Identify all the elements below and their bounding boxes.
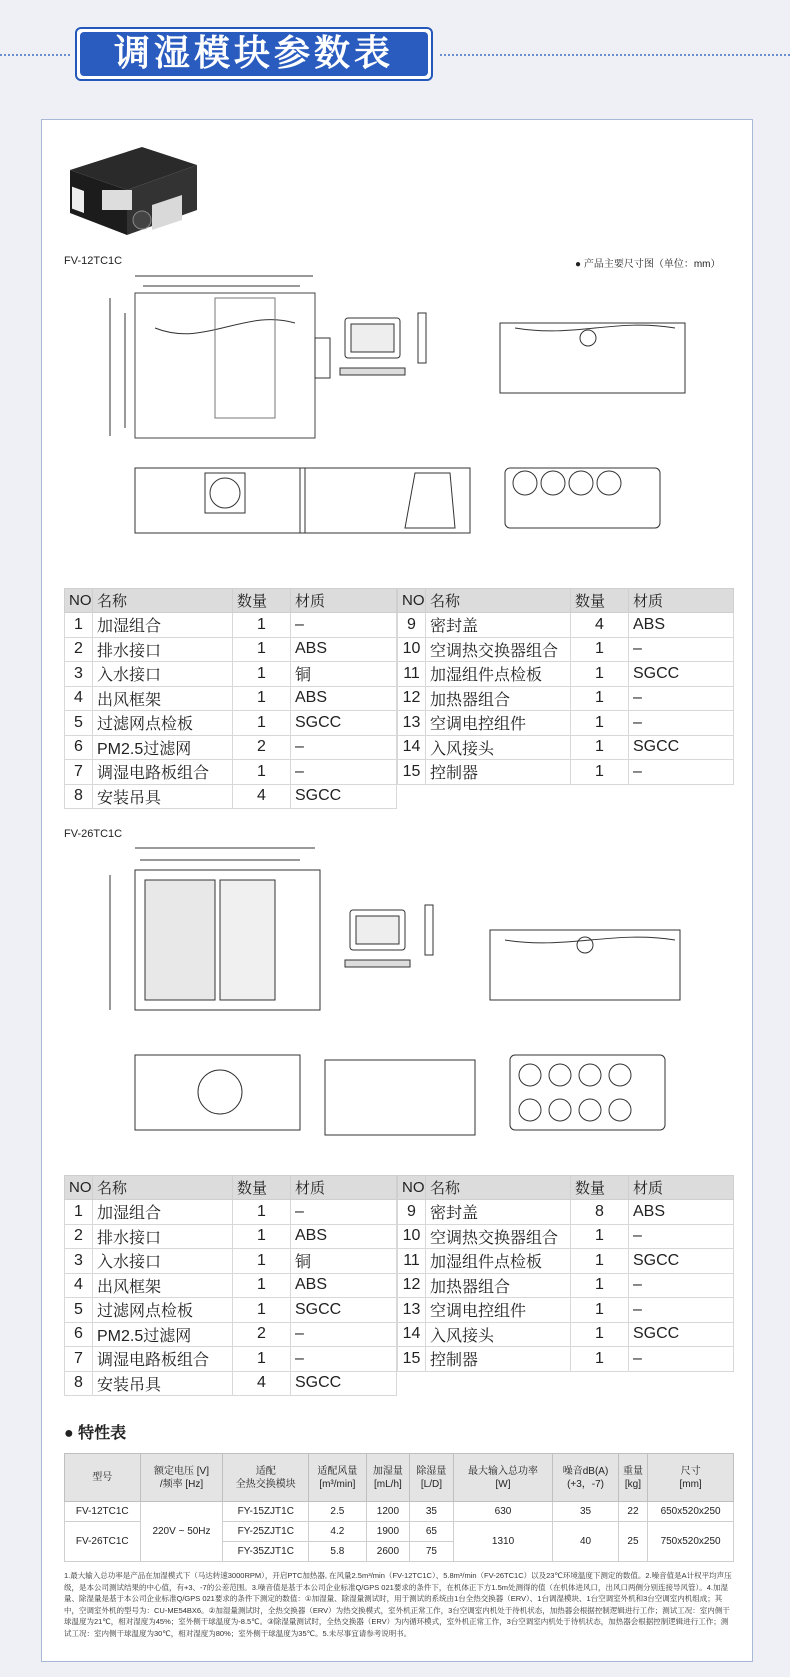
- part-no: 2: [65, 637, 93, 662]
- spec-model: FV-12TC1C: [65, 1502, 141, 1522]
- table-row: [65, 735, 397, 760]
- part-material: –: [291, 613, 397, 638]
- part-name: 加湿组合: [93, 1200, 233, 1225]
- part-no: 11: [398, 662, 426, 687]
- table-row: [65, 1249, 397, 1274]
- col-qty: 数量: [233, 589, 291, 613]
- spec-module: FY-15ZJT1C: [223, 1502, 309, 1522]
- table-row: [398, 1298, 734, 1323]
- part-no: 6: [65, 735, 93, 760]
- part-name: 安装吊具: [93, 784, 233, 809]
- part-no: 4: [65, 686, 93, 711]
- header: [0, 0, 790, 105]
- part-qty: 1: [571, 1224, 629, 1249]
- part-name: PM2.5过滤网: [93, 735, 233, 760]
- table-row: [65, 1322, 397, 1347]
- part-name: 排水接口: [93, 1224, 233, 1249]
- model-b-label: FV-26TC1C: [64, 828, 123, 840]
- part-name: 空调热交换器组合: [426, 637, 571, 662]
- part-name: 空调电控组件: [426, 711, 571, 736]
- part-qty: 4: [233, 1371, 291, 1396]
- title-box: [75, 27, 433, 81]
- col-no: NO: [398, 589, 426, 613]
- part-qty: 1: [571, 1322, 629, 1347]
- table-row: [398, 760, 734, 785]
- table-row: [398, 735, 734, 760]
- part-name: 调湿电路板组合: [93, 760, 233, 785]
- part-material: 铜: [291, 1249, 397, 1274]
- col-no: NO: [398, 1176, 426, 1200]
- part-no: 3: [65, 1249, 93, 1274]
- col-name: 名称: [93, 1176, 233, 1200]
- part-qty: 1: [571, 735, 629, 760]
- col-qty: 数量: [233, 1176, 291, 1200]
- spec-noise: 35: [553, 1502, 618, 1522]
- part-material: –: [629, 1224, 734, 1249]
- part-no: 11: [398, 1249, 426, 1274]
- part-name: 加热器组合: [426, 686, 571, 711]
- spec-header: 加湿量 [mL/h]: [366, 1454, 410, 1502]
- part-no: 9: [398, 613, 426, 638]
- parts-table-a-right: [397, 588, 734, 785]
- table-row: [398, 1200, 734, 1225]
- part-no: 13: [398, 711, 426, 736]
- part-no: 14: [398, 1322, 426, 1347]
- table-row: [398, 1249, 734, 1274]
- col-material: 材质: [291, 1176, 397, 1200]
- part-qty: 1: [571, 1298, 629, 1323]
- table-row: [398, 1322, 734, 1347]
- part-material: SGCC: [629, 1322, 734, 1347]
- part-qty: 1: [233, 686, 291, 711]
- part-qty: 1: [571, 662, 629, 687]
- dimension-note: ● 产品主要尺寸图（单位：mm）: [575, 259, 721, 270]
- part-qty: 1: [571, 711, 629, 736]
- spec-header: 额定电压 [V] /频率 [Hz]: [140, 1454, 223, 1502]
- part-qty: 1: [571, 1347, 629, 1372]
- part-name: 过滤网点检板: [93, 711, 233, 736]
- part-name: 控制器: [426, 1347, 571, 1372]
- part-qty: 1: [233, 711, 291, 736]
- part-name: 密封盖: [426, 613, 571, 638]
- part-name: 调湿电路板组合: [93, 1347, 233, 1372]
- part-no: 9: [398, 1200, 426, 1225]
- table-row: [398, 1224, 734, 1249]
- part-no: 15: [398, 760, 426, 785]
- model-a-label: FV-12TC1C: [64, 255, 123, 267]
- table-row: [398, 1273, 734, 1298]
- part-qty: 1: [571, 1273, 629, 1298]
- part-no: 14: [398, 735, 426, 760]
- part-material: SGCC: [629, 662, 734, 687]
- part-material: SGCC: [291, 784, 397, 809]
- table-row: [65, 613, 397, 638]
- dotted-line-left: [0, 54, 70, 56]
- part-no: 8: [65, 784, 93, 809]
- part-qty: 1: [233, 760, 291, 785]
- part-qty: 1: [233, 1298, 291, 1323]
- part-name: 入水接口: [93, 1249, 233, 1274]
- spec-header: 最大输入总功率 [W]: [453, 1454, 553, 1502]
- part-qty: 4: [233, 784, 291, 809]
- part-no: 12: [398, 686, 426, 711]
- table-row: [65, 1200, 397, 1225]
- model-b-drawings: [95, 840, 715, 1160]
- table-row: [65, 686, 397, 711]
- part-no: 15: [398, 1347, 426, 1372]
- part-material: ABS: [629, 1200, 734, 1225]
- part-material: ABS: [291, 686, 397, 711]
- table-row: [65, 1371, 397, 1396]
- part-name: 安装吊具: [93, 1371, 233, 1396]
- model-a-drawings: [95, 268, 715, 568]
- part-no: 5: [65, 711, 93, 736]
- spec-air: 2.5: [309, 1502, 367, 1522]
- col-name: 名称: [426, 1176, 571, 1200]
- parts-table-b-left: [64, 1175, 397, 1396]
- part-no: 3: [65, 662, 93, 687]
- part-material: ABS: [291, 1273, 397, 1298]
- table-row: [65, 662, 397, 687]
- table-row: [398, 686, 734, 711]
- part-no: 7: [65, 760, 93, 785]
- col-material: 材质: [629, 589, 734, 613]
- part-qty: 2: [233, 1322, 291, 1347]
- dotted-line-right: [440, 54, 790, 56]
- part-material: –: [629, 1273, 734, 1298]
- part-qty: 1: [233, 1200, 291, 1225]
- spec-air: 5.8: [309, 1542, 367, 1562]
- part-material: ABS: [291, 637, 397, 662]
- part-qty: 4: [571, 613, 629, 638]
- table-row: [65, 1224, 397, 1249]
- part-no: 2: [65, 1224, 93, 1249]
- spec-module: FY-35ZJT1C: [223, 1542, 309, 1562]
- part-no: 10: [398, 637, 426, 662]
- page-title: 调湿模块参数表: [80, 32, 428, 76]
- table-row: [398, 1347, 734, 1372]
- part-name: PM2.5过滤网: [93, 1322, 233, 1347]
- spec-header: 适配 全热交换模块: [223, 1454, 309, 1502]
- table-row: [398, 662, 734, 687]
- part-material: –: [629, 637, 734, 662]
- part-qty: 1: [571, 637, 629, 662]
- spec-weight: 25: [618, 1522, 647, 1562]
- spec-header: 重量 [kg]: [618, 1454, 647, 1502]
- product-photo: [62, 135, 202, 250]
- part-name: 空调热交换器组合: [426, 1224, 571, 1249]
- table-row: [65, 1347, 397, 1372]
- table-row: [65, 1273, 397, 1298]
- part-name: 加湿组件点检板: [426, 1249, 571, 1274]
- part-no: 1: [65, 613, 93, 638]
- spec-model: FV-26TC1C: [65, 1522, 141, 1562]
- table-row: [65, 784, 397, 809]
- part-material: ABS: [291, 1224, 397, 1249]
- part-material: SGCC: [291, 711, 397, 736]
- spec-size: 750x520x250: [648, 1522, 734, 1562]
- part-no: 10: [398, 1224, 426, 1249]
- table-row: [398, 711, 734, 736]
- col-name: 名称: [93, 589, 233, 613]
- spec-dehumid: 75: [410, 1542, 454, 1562]
- part-material: ABS: [629, 613, 734, 638]
- part-name: 排水接口: [93, 637, 233, 662]
- col-no: NO: [65, 1176, 93, 1200]
- part-no: 4: [65, 1273, 93, 1298]
- part-qty: 1: [571, 760, 629, 785]
- spec-humid: 2600: [366, 1542, 410, 1562]
- table-row: [65, 760, 397, 785]
- col-qty: 数量: [571, 589, 629, 613]
- col-name: 名称: [426, 589, 571, 613]
- part-qty: 1: [571, 1249, 629, 1274]
- part-name: 出风框架: [93, 1273, 233, 1298]
- spec-power: 1310: [453, 1522, 553, 1562]
- col-material: 材质: [629, 1176, 734, 1200]
- part-material: –: [629, 1347, 734, 1372]
- part-qty: 1: [233, 1249, 291, 1274]
- part-qty: 1: [571, 686, 629, 711]
- part-name: 加湿组合: [93, 613, 233, 638]
- spec-header: 适配风量 [m³/min]: [309, 1454, 367, 1502]
- part-material: –: [291, 760, 397, 785]
- spec-weight: 22: [618, 1502, 647, 1522]
- spec-voltage: 220V ~ 50Hz: [140, 1502, 223, 1562]
- spec-power: 630: [453, 1502, 553, 1522]
- spec-header: 噪音dB(A) (+3，-7): [553, 1454, 618, 1502]
- part-qty: 1: [233, 1273, 291, 1298]
- part-material: –: [291, 1200, 397, 1225]
- part-material: –: [291, 1322, 397, 1347]
- spec-module: FY-25ZJT1C: [223, 1522, 309, 1542]
- part-name: 密封盖: [426, 1200, 571, 1225]
- part-material: –: [291, 735, 397, 760]
- part-name: 入风接头: [426, 1322, 571, 1347]
- part-material: SGCC: [291, 1298, 397, 1323]
- part-name: 空调电控组件: [426, 1298, 571, 1323]
- table-row: [398, 637, 734, 662]
- part-no: 5: [65, 1298, 93, 1323]
- spec-table: [64, 1453, 734, 1562]
- spec-dehumid: 65: [410, 1522, 454, 1542]
- part-name: 控制器: [426, 760, 571, 785]
- parts-table-a-left: [64, 588, 397, 809]
- part-no: 6: [65, 1322, 93, 1347]
- spec-header: 尺寸 [mm]: [648, 1454, 734, 1502]
- spec-humid: 1900: [366, 1522, 410, 1542]
- part-qty: 1: [233, 1224, 291, 1249]
- part-name: 入风接头: [426, 735, 571, 760]
- col-qty: 数量: [571, 1176, 629, 1200]
- part-material: SGCC: [629, 735, 734, 760]
- part-qty: 8: [571, 1200, 629, 1225]
- parts-table-b-right: [397, 1175, 734, 1372]
- part-no: 7: [65, 1347, 93, 1372]
- spec-header: 除湿量 [L/D]: [410, 1454, 454, 1502]
- part-material: –: [629, 1298, 734, 1323]
- part-no: 8: [65, 1371, 93, 1396]
- part-name: 加湿组件点检板: [426, 662, 571, 687]
- table-row: [65, 711, 397, 736]
- part-qty: 1: [233, 637, 291, 662]
- part-qty: 1: [233, 613, 291, 638]
- part-no: 12: [398, 1273, 426, 1298]
- part-material: –: [629, 711, 734, 736]
- table-row: [65, 637, 397, 662]
- col-no: NO: [65, 589, 93, 613]
- spec-humid: 1200: [366, 1502, 410, 1522]
- spec-noise: 40: [553, 1522, 618, 1562]
- col-material: 材质: [291, 589, 397, 613]
- part-name: 加热器组合: [426, 1273, 571, 1298]
- spec-section-title: ● 特性表: [64, 1425, 127, 1442]
- table-row: [398, 613, 734, 638]
- part-material: SGCC: [291, 1371, 397, 1396]
- part-name: 过滤网点检板: [93, 1298, 233, 1323]
- part-material: 铜: [291, 662, 397, 687]
- part-qty: 2: [233, 735, 291, 760]
- part-name: 出风框架: [93, 686, 233, 711]
- spec-header: 型号: [65, 1454, 141, 1502]
- part-material: SGCC: [629, 1249, 734, 1274]
- part-material: –: [291, 1347, 397, 1372]
- part-qty: 1: [233, 662, 291, 687]
- footnote: 1.最大输入总功率是产品在加湿模式下（马达转速3000RPM），开启PTC加热器, 在风量2.5m³/min（FV-12TC1C）、5.8m³/min（FV-26TC1C）以及23℃环境温度下测定的数值。2.噪音值是A计权平均声压级，是本公司测试结果的中心值，有+3、-7的公差范围。3.噪音值是基于本公司企业标准Q/GPS 021要求的条件下，在机体正下方1.5m处测得的值（在机体进风口，出风口两侧分别连接导风管）。4.加湿量、除湿量是基于本公司企业标准Q/GPS 021要求的条件下测定的数值：①加湿量、除湿量测试时，用于测试的系统由1台全热交换器（ERV）、1台调湿模块、1台空调室外机和3台空调室内机组成；其中，空调室外机的型号为：CU-ME54BX6。②加湿量测试时，全热交换器（ERV）为热交换模式，室外机正常工作，3台空调室内机处于待机状态，加热器会根据控制逻辑进行工作；测试工况：室内侧干球温度为21℃，相对湿度为45%；室外侧干球温度为-8.5℃。③除湿量测试时，全热交换器（ERV）为内循环模式，室外机正常工作，3台空调室内机处于待机状态，加热器会根据控制逻辑进行工作；测试工况：室内侧干球温度为30℃，相对湿度为80%；室外侧干球温度为35℃。5.未尽事宜请参考说明书。: [64, 1571, 732, 1638]
- part-name: 入水接口: [93, 662, 233, 687]
- part-no: 1: [65, 1200, 93, 1225]
- part-qty: 1: [233, 1347, 291, 1372]
- part-material: –: [629, 686, 734, 711]
- part-material: –: [629, 760, 734, 785]
- part-no: 13: [398, 1298, 426, 1323]
- spec-size: 650x520x250: [648, 1502, 734, 1522]
- spec-dehumid: 35: [410, 1502, 454, 1522]
- spec-air: 4.2: [309, 1522, 367, 1542]
- table-row: [65, 1298, 397, 1323]
